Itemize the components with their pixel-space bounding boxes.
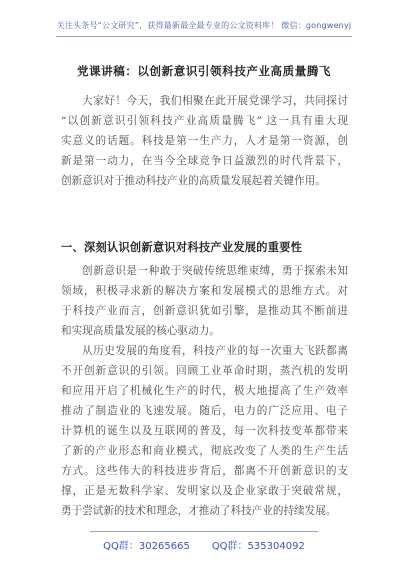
document-title: 党课讲稿：以创新意识引领科技产业高质量腾飞 — [76, 64, 332, 78]
paragraph-line: 和实现高质量发展的核心驱动力。 — [61, 325, 220, 337]
footer-divider — [90, 531, 318, 532]
paragraph-line: 于科技产业而言，创新意识犹如引擎，是推动其不断前进 — [61, 305, 348, 317]
paragraph-line: 方式。这些伟大的科技进步背后，都离不开创新意识的支 — [61, 465, 348, 477]
paragraph-line: 和应用开启了机械化生产的时代，极大地提高了生产效率 — [61, 385, 348, 397]
paragraph-line: “以创新意识引领科技产业高质量腾飞” 这一具有重大现 — [61, 115, 348, 127]
paragraph-line: 大家好！今天，我们相聚在此开展党课学习，共同探讨 — [82, 95, 348, 107]
paragraph-line: 不开创新意识的引领。回顾工业革命时期，蒸汽机的发明 — [61, 365, 348, 377]
paragraph-line: 计算机的诞生以及互联网的普及，每一次科技变革都带来 — [61, 425, 348, 437]
paragraph-line: 创新意识是一种敢于突破传统思维束缚，勇于探索未知 — [82, 265, 348, 277]
paragraph-line: 从历史发展的角度看，科技产业的每一次重大飞跃都离 — [82, 345, 348, 357]
paragraph-line: 创新意识对于推动科技产业的高质量发展起着关键作用。 — [61, 175, 326, 187]
paragraph-line: 新是第一动力，在当今全球竞争日益激烈的时代背景下， — [61, 155, 348, 167]
qq-group-2-label: QQ群：535304092 — [211, 541, 305, 552]
section1-paragraph-2 — [61, 341, 348, 521]
paragraph-line: 领域，积极寻求新的解决方案和发展模式的思维方式。对 — [61, 285, 348, 297]
qq-group-1-label: QQ群：30265665 — [103, 541, 190, 552]
header-divider — [56, 36, 352, 37]
paragraph-line: 了新的产业形态和商业模式，彻底改变了人类的生产生活 — [61, 445, 348, 457]
paragraph-line: 勇于尝试新的技术和理念，才推动了科技产业的持续发展。 — [61, 505, 337, 517]
section1-paragraph-1 — [61, 261, 348, 341]
paragraph-line: 撑，正是无数科学家、发明家以及企业家敢于突破常规， — [61, 485, 348, 497]
paragraph-line: 实意义的话题。科技是第一生产力，人才是第一资源，创 — [61, 135, 348, 147]
header-promo-note: 关注头条号“公文研究”，获得最新最全最专业的公文资料库！ 微信：gongwenyj — [56, 21, 352, 30]
section-heading-1: 一、深刻认识创新意识对科技产业发展的重要性 — [61, 241, 303, 254]
intro-paragraph — [61, 91, 348, 191]
paragraph-line: 推动了制造业的飞速发展。随后，电力的广泛应用、电子 — [61, 405, 348, 417]
footer-contact — [0, 537, 408, 552]
